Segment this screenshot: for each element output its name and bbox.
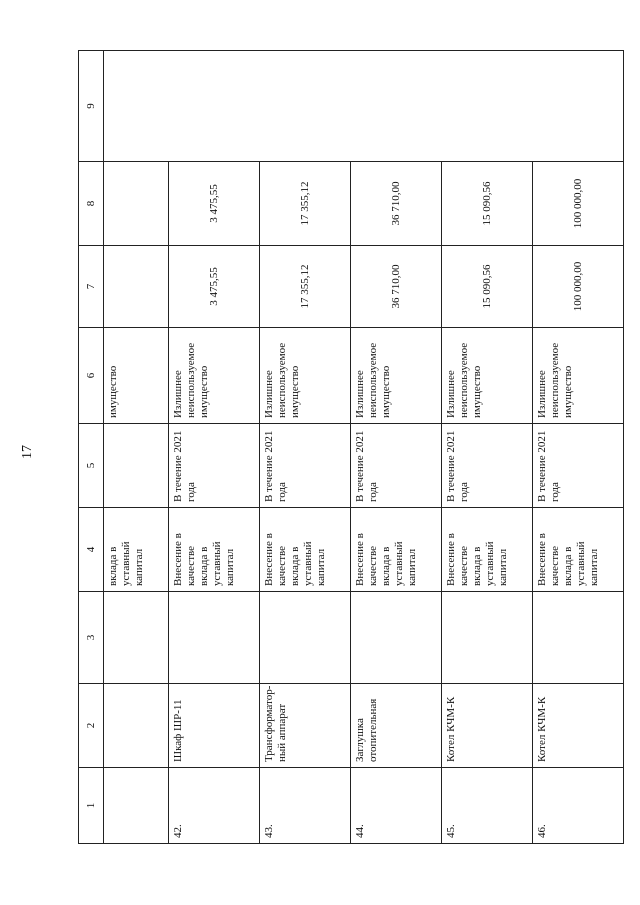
cell	[104, 246, 169, 328]
col3-cell	[169, 592, 260, 684]
col-header-7: 7	[79, 246, 104, 328]
col-header-9: 9	[79, 51, 104, 162]
value-8: 100 000,00	[533, 162, 624, 246]
header-row	[79, 51, 104, 844]
term-cell: В течение 2021 года	[169, 424, 260, 508]
item-name: Трансформатор-ный аппарат	[260, 684, 351, 768]
value-8: 36 710,00	[351, 162, 442, 246]
cell	[104, 592, 169, 684]
value-8: 15 090,56	[442, 162, 533, 246]
value-8: 17 355,12	[260, 162, 351, 246]
reason-cell: Излишнее неиспользуемое имущество	[169, 328, 260, 424]
cont-method-cell: вклада в уставный капитал	[104, 508, 169, 592]
col-header-1: 1	[79, 768, 104, 844]
value-7: 17 355,12	[260, 246, 351, 328]
cell	[104, 424, 169, 508]
method-cell: Внесение в качестве вклада в уставный капитал	[169, 508, 260, 592]
col-header-5: 5	[79, 424, 104, 508]
table-row	[533, 51, 624, 844]
col-header-3: 3	[79, 592, 104, 684]
property-table	[78, 50, 624, 844]
col3-cell	[533, 592, 624, 684]
col3-cell	[442, 592, 533, 684]
term-cell: В течение 2021 года	[351, 424, 442, 508]
cell	[104, 162, 169, 246]
cell	[104, 684, 169, 768]
col-header-2: 2	[79, 684, 104, 768]
item-name: Котел КЧМ-К	[442, 684, 533, 768]
term-cell: В течение 2021 года	[533, 424, 624, 508]
rotated-table	[78, 51, 600, 844]
row-number: 46.	[533, 768, 624, 844]
continuation-row	[104, 51, 169, 844]
item-name: Заглушка отопительная	[351, 684, 442, 768]
value-7: 36 710,00	[351, 246, 442, 328]
method-cell: Внесение в качестве вклада в уставный капитал	[533, 508, 624, 592]
reason-cell: Излишнее неиспользуемое имущество	[260, 328, 351, 424]
page-number: 17	[20, 445, 35, 459]
value-7: 3 475,55	[169, 246, 260, 328]
table-row	[442, 51, 533, 844]
term-cell: В течение 2021 года	[442, 424, 533, 508]
col-header-4: 4	[79, 508, 104, 592]
method-cell: Внесение в качестве вклада в уставный капитал	[442, 508, 533, 592]
value-7: 15 090,56	[442, 246, 533, 328]
col3-cell	[351, 592, 442, 684]
cont-reason-cell: имущество	[104, 328, 169, 424]
row-number: 42.	[169, 768, 260, 844]
term-cell: В течение 2021 года	[260, 424, 351, 508]
method-cell: Внесение в качестве вклада в уставный капитал	[260, 508, 351, 592]
item-name: Котел КЧМ-К	[533, 684, 624, 768]
col-header-6: 6	[79, 328, 104, 424]
method-cell: Внесение в качестве вклада в уставный капитал	[351, 508, 442, 592]
reason-cell: Излишнее неиспользуемое имущество	[351, 328, 442, 424]
col-header-8: 8	[79, 162, 104, 246]
reason-cell: Излишнее неиспользуемое имущество	[442, 328, 533, 424]
row-number: 43.	[260, 768, 351, 844]
value-8: 3 475,55	[169, 162, 260, 246]
table-row	[351, 51, 442, 844]
col3-cell	[260, 592, 351, 684]
row-number: 44.	[351, 768, 442, 844]
value-7: 100 000,00	[533, 246, 624, 328]
table-row	[260, 51, 351, 844]
cell	[104, 768, 169, 844]
item-name: Шкаф ШР-11	[169, 684, 260, 768]
reason-cell: Излишнее неиспользуемое имущество	[533, 328, 624, 424]
table-row	[169, 51, 260, 844]
rotated-table-frame	[78, 51, 600, 844]
row-number: 45.	[442, 768, 533, 844]
col9-merged-cell	[104, 51, 624, 162]
